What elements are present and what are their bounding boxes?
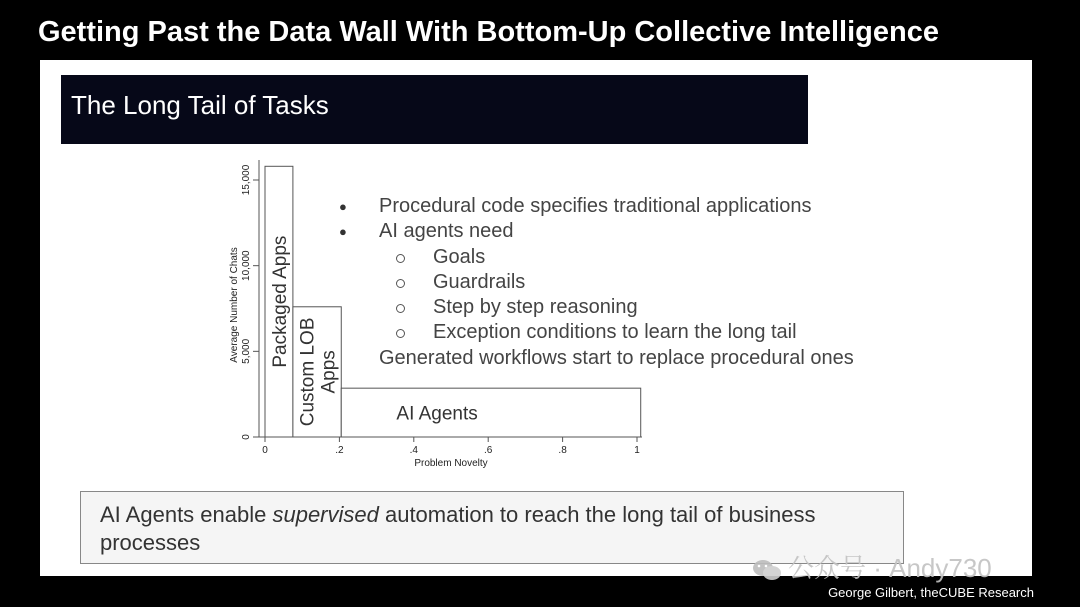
bullet-list <box>339 194 854 371</box>
x-tick-label: .2 <box>335 445 344 456</box>
bar-label: Custom LOB <box>297 317 319 427</box>
y-axis-label: Average Number of Chats <box>229 247 240 363</box>
bullet-item: Goals <box>339 245 854 270</box>
bullet-item: Generated workflows start to replace procedural ones <box>379 346 854 369</box>
bullet-item: ● AI agents need <box>339 219 854 244</box>
watermark <box>752 548 992 585</box>
x-ticks <box>262 437 640 456</box>
x-axis-label: Problem Novelty <box>414 458 488 469</box>
bullet-item: Step by step reasoning <box>339 295 854 320</box>
x-tick-label: .4 <box>409 445 418 456</box>
callout-text: AI Agents enable supervised automation to reach the long tail of business processes <box>100 502 816 555</box>
page-title: Getting Past the Data Wall With Bottom-Up Collective Intelligence <box>38 16 939 48</box>
watermark-text: 公众号 · Andy730 <box>788 553 992 583</box>
bar-label-group-1 <box>270 236 291 368</box>
x-tick-label: 1 <box>634 445 640 456</box>
bullet-item: Guardrails <box>339 270 854 295</box>
x-tick-label: .6 <box>484 445 493 456</box>
y-tick-label: 15,000 <box>241 164 252 196</box>
bar-3 <box>341 388 640 437</box>
slide-title: The Long Tail of Tasks <box>71 90 329 120</box>
bar-label: Apps <box>318 350 340 394</box>
y-tick-label: 10,000 <box>241 250 252 281</box>
y-tick-label: 0 <box>241 434 252 440</box>
credit-text: George Gilbert, theCUBE Research <box>828 585 1034 600</box>
bullet-item: Exception conditions to learn the long tail <box>339 320 854 345</box>
x-tick-label: 0 <box>262 445 268 456</box>
x-tick-label: .8 <box>558 445 567 456</box>
y-ticks <box>241 164 259 440</box>
wechat-icon <box>752 558 782 582</box>
bar-label: AI Agents <box>396 403 478 425</box>
y-tick-label: 5,000 <box>241 338 252 364</box>
bullet-item: ● Procedural code specifies traditional applications <box>339 194 854 219</box>
bar-label: Packaged Apps <box>269 235 291 368</box>
slide <box>40 60 1032 576</box>
